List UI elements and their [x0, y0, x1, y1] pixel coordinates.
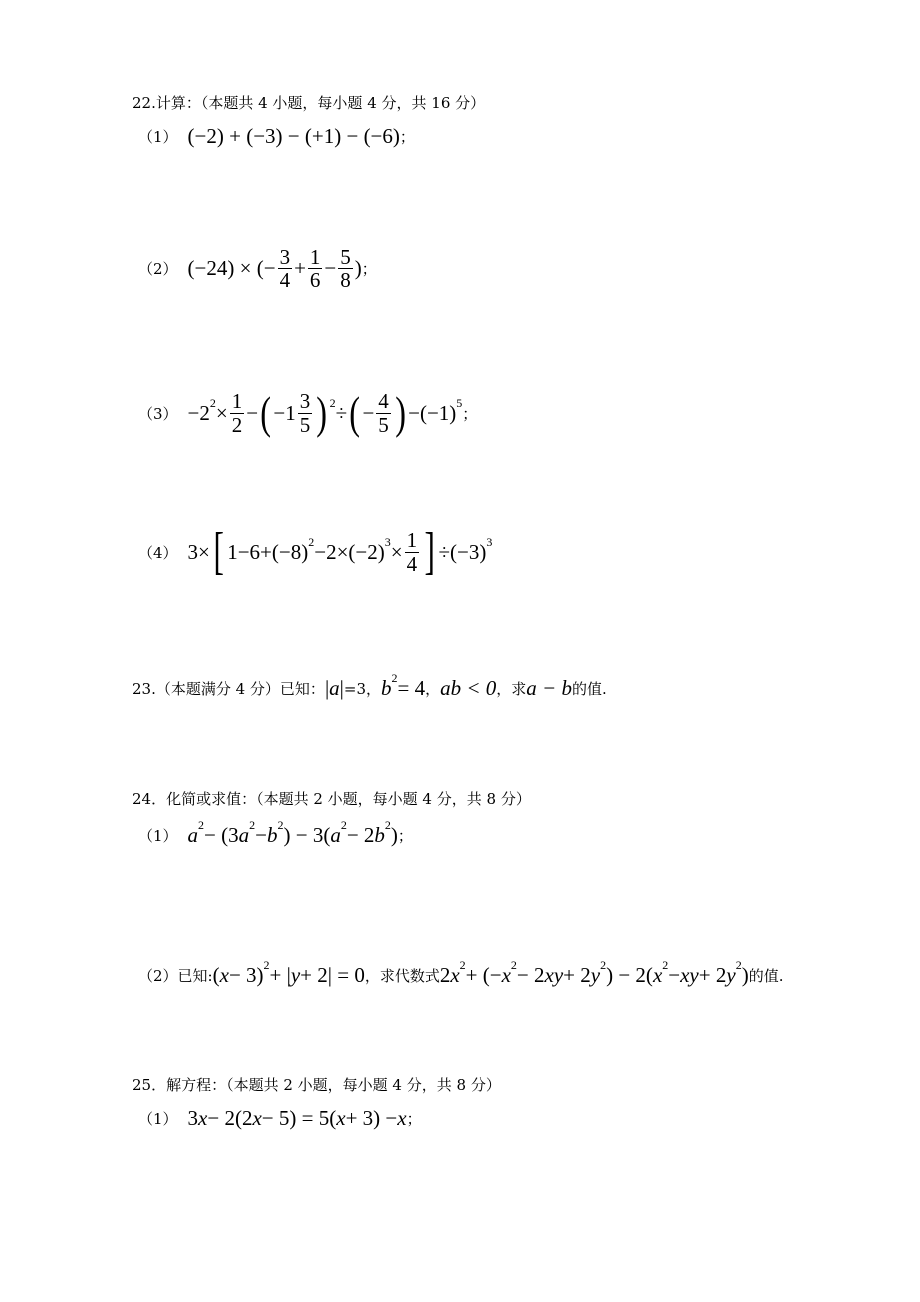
- q25-title-text: 25．解方程：（本题共 2 小题，每小题 4 分，共 8 分）: [132, 1076, 501, 1094]
- q24-p1-expression: a $^2$ − (3 a $^2$ − b $^2$ ) − 3( a $^2$ − 2 b $^2$ ): [187, 818, 398, 847]
- q23-suffix: 的值.: [571, 680, 607, 698]
- q24-p2-expression: 2 x $^2$ + (− x $^2$ − 2 xy + 2 y $^2$ ) − 2( x $^2$ − xy + 2 y $^2$ ): [439, 958, 749, 987]
- q22-title: [132, 92, 485, 113]
- q22-title-text: 22.计算：（本题共 4 小题，每小题 4 分，共 16 分）: [132, 94, 486, 112]
- q22-p3-end: ；: [462, 404, 478, 423]
- q22-p2-head: (−24) × (−: [187, 256, 276, 281]
- q22-p2-label: （2）: [138, 260, 178, 279]
- q23: 23.（本题满分 4 分）已知： | a | =3， b $^2$ = 4 ， ab < 0 ，求 a − b 的值.: [132, 671, 607, 700]
- q24-title-text: 24．化简或求值：（本题共 2 小题，每小题 4 分，共 8 分）: [132, 790, 531, 808]
- q22-part3: [138, 387, 478, 438]
- q22-p2-frac2: $\frac{1}{6}$: [309, 245, 321, 293]
- q22-part1: [138, 124, 415, 149]
- q24-part1: [138, 818, 413, 848]
- q25-title: [132, 1074, 501, 1095]
- q25-p1-equation: 3 x − 2(2 x − 5) = 5( x + 3) − x: [187, 1106, 407, 1130]
- q22-p1-end: ；: [399, 128, 415, 146]
- q22-p2-frac3: $\frac{5}{8}$: [340, 245, 351, 293]
- q22-p2-frac1: $\frac{3}{4}$: [279, 245, 291, 293]
- q24-p1-label: （1）: [138, 827, 178, 845]
- q23-ab: ab < 0: [440, 676, 497, 700]
- q24-p2-mid: ，求代数式: [364, 967, 440, 985]
- q24-part2: [138, 958, 784, 988]
- q22-p1-expression: (−2) + (−3) − (+1) − (−6): [187, 124, 400, 148]
- q22-part2: [138, 246, 377, 291]
- q24-p2-condition: ( x − 3) $^2$ + | y + 2| = 0: [212, 958, 365, 987]
- q23-eq3: =3，: [343, 680, 381, 698]
- q23-b-squared: b $^2$ = 4: [381, 671, 426, 700]
- q22-p1-label: （1）: [138, 128, 178, 146]
- q23-prefix: 23.（本题满分 4 分）已知：: [132, 680, 325, 698]
- q22-part4: [138, 523, 493, 580]
- q22-p3-label: （3）: [138, 404, 178, 423]
- q24-p2-label: （2）已知:: [138, 967, 213, 985]
- q25-p1-end: ；: [406, 1110, 422, 1128]
- q22-p4-label: （4）: [138, 543, 178, 562]
- q25-part1: [138, 1106, 422, 1131]
- q23-a-minus-b: a − b: [526, 676, 572, 700]
- q22-p3-expression: −2 $^2$ × $\frac{1}{2}$ − ( −1 $\frac{3}{5}$ ) $^2$ ÷ ( − $\frac{4}{5}$ ) −(−1) $^5$: [187, 387, 463, 438]
- q25-p1-label: （1）: [138, 1110, 178, 1128]
- q24-title: [132, 788, 531, 809]
- q24-p2-end: 的值.: [748, 967, 784, 985]
- q22-p2-end: ；: [361, 260, 377, 279]
- q22-p2-expression: (−24) × (− $\frac{3}{4}$ + $\frac{1}{6}$ − $\frac{5}{8}$ ): [187, 245, 362, 293]
- q24-p1-end: ；: [397, 827, 413, 845]
- q22-p4-expression: 3× [ 1−6+(−8) $^2$ −2×(−2) $^3$ × $\frac{1}{4}$ ] ÷(−3) $^3$: [187, 523, 493, 580]
- q23-abs-a: | a |: [324, 676, 344, 700]
